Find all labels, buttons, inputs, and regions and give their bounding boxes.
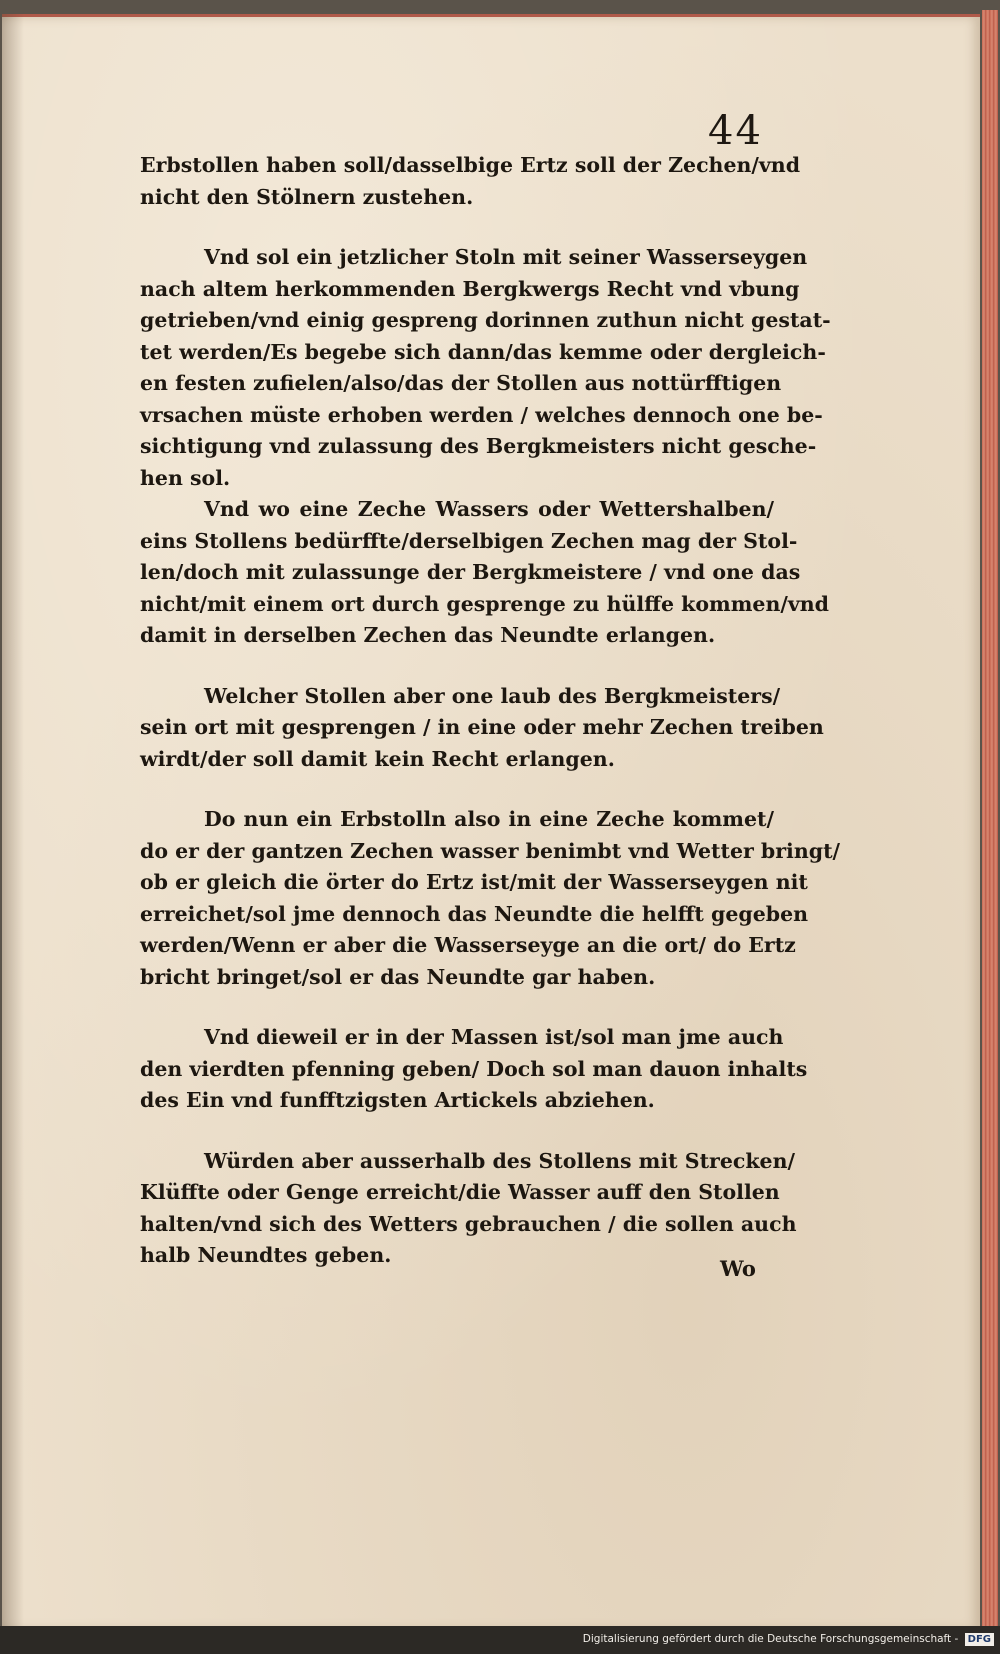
text-line: Vnd sol ein jetzlicher Stoln mit seiner Wasserseygen [204,245,808,269]
text-line: halten/vnd sich des Wetters gebrauchen / die sollen auch [140,1211,797,1236]
paragraph-6 [140,1022,808,1117]
paragraph-5 [140,804,841,993]
text-line: werden/Wenn er aber die Wasserseyge an die ort/ do Ertz [140,933,796,957]
text-line: Welcher Stollen aber one laub des Bergkmeisters/ [204,683,781,708]
paragraph-3 [140,494,830,652]
text-line: halb Neundtes geben. [140,1243,392,1267]
text-line: damit in derselben Zechen das Neundte erlangen. [140,623,716,647]
text-line: Vnd wo eine Zeche Wassers oder Wettershalben/ [204,497,774,521]
paragraph-2 [140,242,831,494]
text-line: wirdt/der soll damit kein Recht erlangen. [140,746,615,771]
text-line: ob er gleich die örter do Ertz ist/mit der Wasserseygen nit [140,870,808,894]
text-line: Erbstollen haben soll/dasselbige Ertz soll der Zechen/vnd [140,153,801,177]
text-line: erreichet/sol jme dennoch das Neundte die helfft gegeben [140,901,809,926]
text-line: getrieben/vnd einig gespreng dorinnen zuthun nicht gestat- [140,308,831,332]
text-line: en festen zufielen/also/das der Stollen aus nottürfftigen [140,371,782,395]
text-line: Würden aber ausserhalb des Stollens mit Strecken/ [204,1148,795,1173]
paragraph-4 [140,681,824,776]
text-line: den vierdten pfenning geben/ Doch sol man dauon inhalts [140,1056,808,1081]
text-line: Klüffte oder Genge erreicht/die Wasser auff den Stollen [140,1180,780,1204]
book-fore-edge [982,10,998,1628]
text-line: nach altem herkommenden Bergkwergs Recht vnd vbung [140,276,800,301]
page-number: 44 [708,108,763,154]
text-line: do er der gantzen Zechen wasser benimbt vnd Wetter bringt/ [140,838,841,863]
footer-text: Digitalisierung gefördert durch die Deutsche Forschungsgemeinschaft - [582,1633,959,1645]
text-line: Vnd dieweil er in der Massen ist/sol man jme auch [204,1025,784,1049]
text-block [140,150,841,1278]
text-line: eins Stollens bedürffte/derselbigen Zechen mag der Stol- [140,528,798,553]
text-line: Do nun ein Erbstolln also in eine Zeche kommet/ [204,807,774,831]
catchword: Wo [720,1256,756,1281]
text-line: tet werden/Es begebe sich dann/das kemme oder dergleich- [140,339,826,364]
text-line: des Ein vnd funfftzigsten Artickels abziehen. [140,1088,655,1112]
text-line: sichtigung vnd zulassung des Bergkmeisters nicht gesche- [140,434,817,458]
gutter-shadow [2,14,24,1626]
paragraph-1 [140,150,801,213]
dfg-logo: DFG [965,1633,994,1646]
text-line: len/doch mit zulassunge der Bergkmeistere / vnd one das [140,560,801,584]
digitization-footer [583,1633,994,1646]
paragraph-7 [140,1146,797,1272]
text-line: sein ort mit gesprengen / in eine oder mehr Zechen treiben [140,715,824,739]
text-line: nicht/mit einem ort durch gesprenge zu hülffe kommen/vnd [140,591,830,616]
text-line: hen sol. [140,465,231,490]
text-line: vrsachen müste erhoben werden / welches dennoch one be- [140,402,823,427]
text-line: bricht bringet/sol er das Neundte gar haben. [140,964,656,989]
text-line: nicht den Stölnern zustehen. [140,184,474,209]
